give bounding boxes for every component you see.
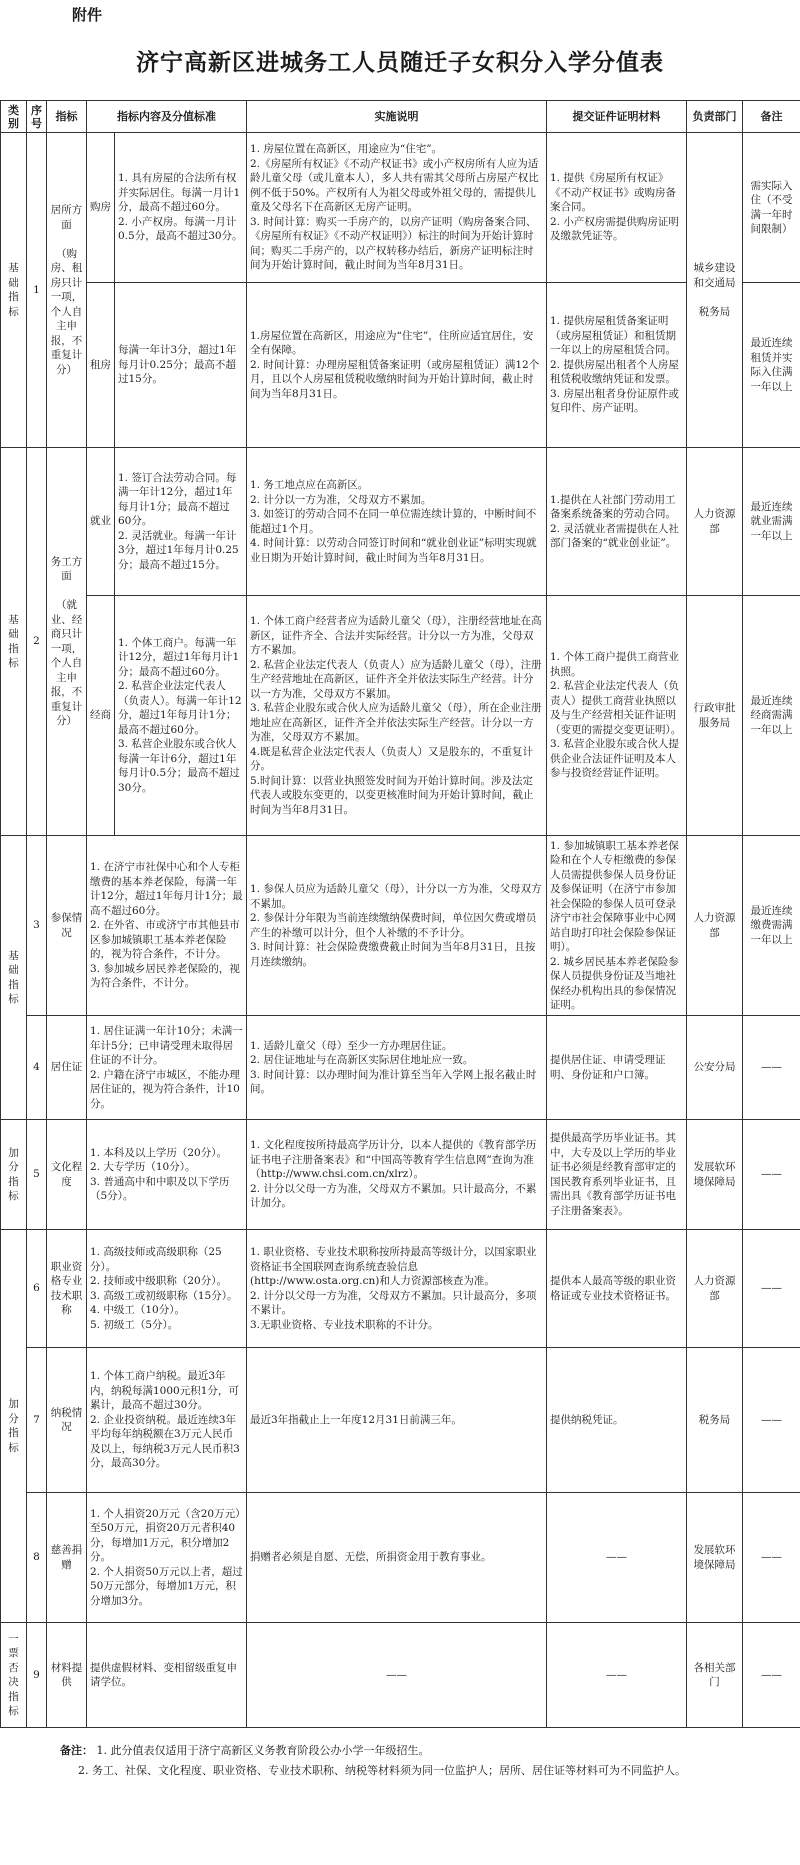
- row-seq: 2: [27, 448, 47, 836]
- attachment-label: 附件: [72, 6, 103, 24]
- row-seq: 8: [27, 1493, 47, 1623]
- table-row-1-rent: [1, 283, 800, 448]
- row-indicator: 参保情况: [47, 836, 87, 1016]
- row-seq: 1: [27, 133, 47, 448]
- implementation-cell: 1. 务工地点应在高新区。 2. 计分以一方为准，父母双方不累加。 3. 如签订的劳动合同不在同一单位需连续计算的，中断时间不能超过1个月。 4. 时间计算：以劳动合同签订时间和“就业创业证”标明实现就业日期为开始计算时间，截止时间为当年8月31日。: [247, 448, 547, 596]
- category-basic-2: 基础指标: [1, 448, 27, 836]
- row-indicator: 职业资格专业技术职称: [47, 1230, 87, 1348]
- row-seq: 5: [27, 1120, 47, 1230]
- remarks-cell: 最近连续租赁并实际入住满一年以上: [743, 283, 800, 448]
- table-row-4: [1, 1016, 800, 1120]
- content-cell: 1. 个体工商户。每满一年计12分，超过1年每月计1分；最高不超过60分。 2. 私营企业法定代表人（负责人）。每满一年计12分，超过1年每月计1分；最高不超过60分。 3. 私营企业股东或合伙人每满一年计6分，超过1年每月计0.5分；最高不超过30分。: [115, 596, 247, 836]
- row-indicator: 材料提供: [47, 1623, 87, 1728]
- table-row-2-job: [1, 448, 800, 596]
- remarks-cell: ——: [743, 1016, 800, 1120]
- category-basic-3: 基础指标: [1, 836, 27, 1120]
- category-bonus-1: 加分指标: [1, 1120, 27, 1230]
- materials-cell: 提供本人最高等级的职业资格证或专业技术资格证书。: [547, 1230, 687, 1348]
- category-veto: 一票否决指标: [1, 1623, 27, 1728]
- remarks-cell: 需实际入住（不受满一年时间限制）: [743, 133, 800, 283]
- remarks-cell: ——: [743, 1230, 800, 1348]
- table-row-8: [1, 1493, 800, 1623]
- note-item: 1. 此分值表仅适用于济宁高新区义务教育阶段公办小学一年级招生。: [96, 1744, 430, 1757]
- sub-indicator: 购房: [87, 133, 115, 283]
- dept-cell: 人力资源部: [687, 448, 743, 596]
- page-title: 济宁高新区进城务工人员随迁子女积分入学分值表: [136, 49, 664, 76]
- content-cell: 1. 个体工商户纳税。最近3年内，纳税每满1000元积1分，可累计，最高不超过30分。 2. 企业投资纳税。最近连续3年平均每年纳税额在3万元人民币及以上，每纳税3万元人民币积3分，最高30分。: [87, 1348, 247, 1493]
- dept-cell: 发展软环境保障局: [687, 1120, 743, 1230]
- row-indicator: 文化程度: [47, 1120, 87, 1230]
- content-cell: 1. 在济宁市社保中心和个人专柜缴费的基本养老保险，每满一年计12分，超过1年每月计1分；最高不超过60分。 2. 在外省、市或济宁市其他县市区参加城镇职工基本养老保险的，视为符合条件，不计分。 3. 参加城乡居民养老保险的，视为符合条件，不计分。: [87, 836, 247, 1016]
- table-row-9: [1, 1623, 800, 1728]
- table-row-5: [1, 1120, 800, 1230]
- implementation-cell: 1. 文化程度按所持最高学历计分，以本人提供的《教育部学历证书电子注册备案表》和“中国高等教育学生信息网”查询为准（http://www.chsi.com.cn/xlrz）。 2. 计分以父母一方为准，父母双方不累加。只计最高分，不累计加分。: [247, 1120, 547, 1230]
- table-row-1-buy: [1, 133, 800, 283]
- sub-indicator: 租房: [87, 283, 115, 448]
- dept-cell: 公安分局: [687, 1016, 743, 1120]
- implementation-cell: 1.房屋位置在高新区，用途应为“住宅”，住所应适宜居住，安全有保障。 2. 时间计算：办理房屋租赁备案证明（或房屋租赁证）满12个月，且以个人房屋租赁税收缴纳时间为开始计算时间，截止时间为当年8月31日。: [247, 283, 547, 448]
- content-cell: 1. 个人捐资20万元（含20万元）至50万元，捐资20万元者积40分，每增加1万元，积分增加2分。 2. 个人捐资50万元以上者，超过50万元部分，每增加1万元，积分增加3分。: [87, 1493, 247, 1623]
- content-cell: 1. 高级技师或高级职称（25分）。 2. 技师或中级职称（20分）。 3. 高级工或初级职称（15分）。 4. 中级工（10分）。 5. 初级工（5分）。: [87, 1230, 247, 1348]
- remarks-cell: 最近连续缴费需满一年以上: [743, 836, 800, 1016]
- materials-cell: 1. 提供房屋租赁备案证明（或房屋租赁证）和租赁期一年以上的房屋租赁合同。 2. 提供房屋出租者个人房屋租赁税收缴纳凭证和发票。 3. 房屋出租者身份证原件或复印件、房产证明。: [547, 283, 687, 448]
- header-indicator: 指标: [47, 101, 87, 133]
- content-cell: 1. 具有房屋的合法所有权并实际居住。每满一月计1分，最高不超过60分。 2. 小产权房。每满一月计0.5分，最高不超过30分。: [115, 133, 247, 283]
- sub-indicator: 经商: [87, 596, 115, 836]
- materials-cell: 1. 提供《房屋所有权证》《不动产权证书》或购房备案合同。 2. 小产权房需提供购房证明及缴款凭证等。: [547, 133, 687, 283]
- implementation-cell: 1. 职业资格、专业技术职称按所持最高等级计分，以国家职业资格证书全国联网查询系统查验信息(http://www.osta.org.cn)和人力资源部核查为准。 2. 计分以父母一方为准，父母双方不累加。只计最高分，多项不累计。 3.无职业资格、专业技术职称的不计分。: [247, 1230, 547, 1348]
- dept-cell: 发展软环境保障局: [687, 1493, 743, 1623]
- table-row-3: [1, 836, 800, 1016]
- header-content: 指标内容及分值标准: [87, 101, 247, 133]
- remarks-cell: ——: [743, 1348, 800, 1493]
- category-basic-1: 基础指标: [1, 133, 27, 448]
- notes-section: [60, 1741, 750, 1781]
- materials-cell: ——: [547, 1493, 687, 1623]
- content-cell: 1. 居住证满一年计10分；未满一年计5分；已申请受理未取得居住证的不计分。 2. 户籍在济宁市城区，不能办理居住证的，视为符合条件，计10分。: [87, 1016, 247, 1120]
- implementation-cell: 最近3年指截止上一年度12月31日前满三年。: [247, 1348, 547, 1493]
- header-seq: 序号: [27, 101, 47, 133]
- dept-cell: 城乡建设和交通局 税务局: [687, 133, 743, 448]
- materials-cell: 提供纳税凭证。: [547, 1348, 687, 1493]
- dept-cell: 各相关部门: [687, 1623, 743, 1728]
- table-row-6: [1, 1230, 800, 1348]
- remarks-cell: ——: [743, 1120, 800, 1230]
- header-materials: 提交证件证明材料: [547, 101, 687, 133]
- materials-cell: 1.提供在人社部门劳动用工备案系统备案的劳动合同。 2. 灵活就业者需提供在人社部门备案的“就业创业证”。: [547, 448, 687, 596]
- implementation-cell: 1. 参保人员应为适龄儿童父（母），计分以一方为准，父母双方不累加。 2. 参保计分年限为当前连续缴纳保费时间，单位因欠费或增员产生的补缴可以计分，但个人补缴的不予计分。 3. 时间计算：社会保险费缴费截止时间为当年8月31日，且按月连续缴纳。: [247, 836, 547, 1016]
- table-header-row: [1, 101, 800, 133]
- implementation-cell: 捐赠者必须是自愿、无偿，所捐资金用于教育事业。: [247, 1493, 547, 1623]
- implementation-cell: ——: [247, 1623, 547, 1728]
- note-item: 2. 务工、社保、文化程度、职业资格、专业技术职称、纳税等材料须为同一位监护人；居所、居住证等材料可为不同监护人。: [78, 1764, 686, 1777]
- dept-cell: 人力资源部: [687, 1230, 743, 1348]
- dept-cell: 人力资源部: [687, 836, 743, 1016]
- dept-cell: 行政审批服务局: [687, 596, 743, 836]
- category-bonus-2: 加分指标: [1, 1230, 27, 1623]
- table-row-2-biz: [1, 596, 800, 836]
- row-seq: 9: [27, 1623, 47, 1728]
- notes-label: 备注：: [60, 1744, 93, 1757]
- materials-cell: ——: [547, 1623, 687, 1728]
- remarks-cell: ——: [743, 1623, 800, 1728]
- remarks-cell: 最近连续就业需满一年以上: [743, 448, 800, 596]
- content-cell: 1. 本科及以上学历（20分）。 2. 大专学历（10分）。 3. 普通高中和中职及以下学历（5分）。: [87, 1120, 247, 1230]
- row-indicator: 慈善捐赠: [47, 1493, 87, 1623]
- row-seq: 6: [27, 1230, 47, 1348]
- materials-cell: 1. 参加城镇职工基本养老保险和在个人专柜缴费的参保人员需提供参保人员身份证及参保证明（在济宁市参加社会保险的参保人员可登录济宁市社会保障事业中心网站自助打印社会保险参保证明）。 2. 城乡居民基本养老保险参保人员提供身份证及当地社保经办机构出具的参保情况证明。: [547, 836, 687, 1016]
- implementation-cell: 1. 适龄儿童父（母）至少一方办理居住证。 2. 居住证地址与在高新区实际居住地址应一致。 3. 时间计算：以办理时间为准计算至当年入学网上报名截止时间。: [247, 1016, 547, 1120]
- row-indicator: 居所方面 （购房、租房只计一项，个人自主申报，不重复计分）: [47, 133, 87, 448]
- implementation-cell: 1. 个体工商户经营者应为适龄儿童父（母），注册经营地址在高新区，证件齐全、合法并实际经营。计分以一方为准，父母双方不累加。 2. 私营企业法定代表人（负责人）应为适龄儿童父（母），注册生产经营地址在高新区，证件齐全并依法实际生产经营。计分以一方为准，父母双方不累加。 3. 私营企业股东或合伙人应为适龄儿童父（母），所在企业注册地址应在高新区，证件齐全并依法实际生产经营。计分以一方为准，父母双方不累加。 4.既是私营企业法定代表人（负责人）又是股东的，不重复计分。 5.时间计算：以营业执照签发时间为开始计算时间。涉及法定代表人或股东变更的，以变更核准时间为开始计算时间，截止时间为当年8月31日。: [247, 596, 547, 836]
- implementation-cell: 1. 房屋位置在高新区，用途应为“住宅”。 2.《房屋所有权证》《不动产权证书》或小产权房所有人应为适龄儿童父母（或儿童本人），多人共有需其父母所占房屋产权比例不低于50%。产权所有人为祖父母或外祖父母的，需提供儿童及父母名下在高新区无房产证明。 3. 时间计算：购买一手房产的，以房产证明（购房备案合同、《房屋所有权证》《不动产权证明》）标注的时间为开始计算时间；购买二手房产的，以产权转移办结后，新房产证明标注时间为开始计算时间，截止时间为当年8月31日。: [247, 133, 547, 283]
- row-indicator: 纳税情况: [47, 1348, 87, 1493]
- header-dept: 负责部门: [687, 101, 743, 133]
- dept-cell: 税务局: [687, 1348, 743, 1493]
- content-cell: 每满一年计3分，超过1年每月计0.25分；最高不超过15分。: [115, 283, 247, 448]
- row-indicator: 居住证: [47, 1016, 87, 1120]
- header-category: 类别: [1, 101, 27, 133]
- row-seq: 3: [27, 836, 47, 1016]
- score-table: [0, 100, 800, 1728]
- table-row-7: [1, 1348, 800, 1493]
- materials-cell: 提供居住证、申请受理证明、身份证和户口簿。: [547, 1016, 687, 1120]
- row-seq: 7: [27, 1348, 47, 1493]
- header-implementation: 实施说明: [247, 101, 547, 133]
- content-cell: 提供虚假材料、变相留级重复申请学位。: [87, 1623, 247, 1728]
- content-cell: 1. 签订合法劳动合同。每满一年计12分，超过1年每月计1分；最高不超过60分。 2. 灵活就业。每满一年计3分，超过1年每月计0.25分；最高不超过15分。: [115, 448, 247, 596]
- row-seq: 4: [27, 1016, 47, 1120]
- row-indicator: 务工方面 （就业、经商只计一项，个人自主申报，不重复计分）: [47, 448, 87, 836]
- remarks-cell: 最近连续经商需满一年以上: [743, 596, 800, 836]
- materials-cell: 提供最高学历毕业证书。其中，大专及以上学历的毕业证书必须是经教育部审定的国民教育系列毕业证书，且需出具《教育部学历证书电子注册备案表》。: [547, 1120, 687, 1230]
- remarks-cell: ——: [743, 1493, 800, 1623]
- materials-cell: 1. 个体工商户提供工商营业执照。 2. 私营企业法定代表人（负责人）提供工商营业执照以及与生产经营相关证件证明（变更的需提交变更证明）。 3. 私营企业股东或合伙人提供企业合法证件证明及本人参与投资经营证件证明。: [547, 596, 687, 836]
- sub-indicator: 就业: [87, 448, 115, 596]
- header-remarks: 备注: [743, 101, 800, 133]
